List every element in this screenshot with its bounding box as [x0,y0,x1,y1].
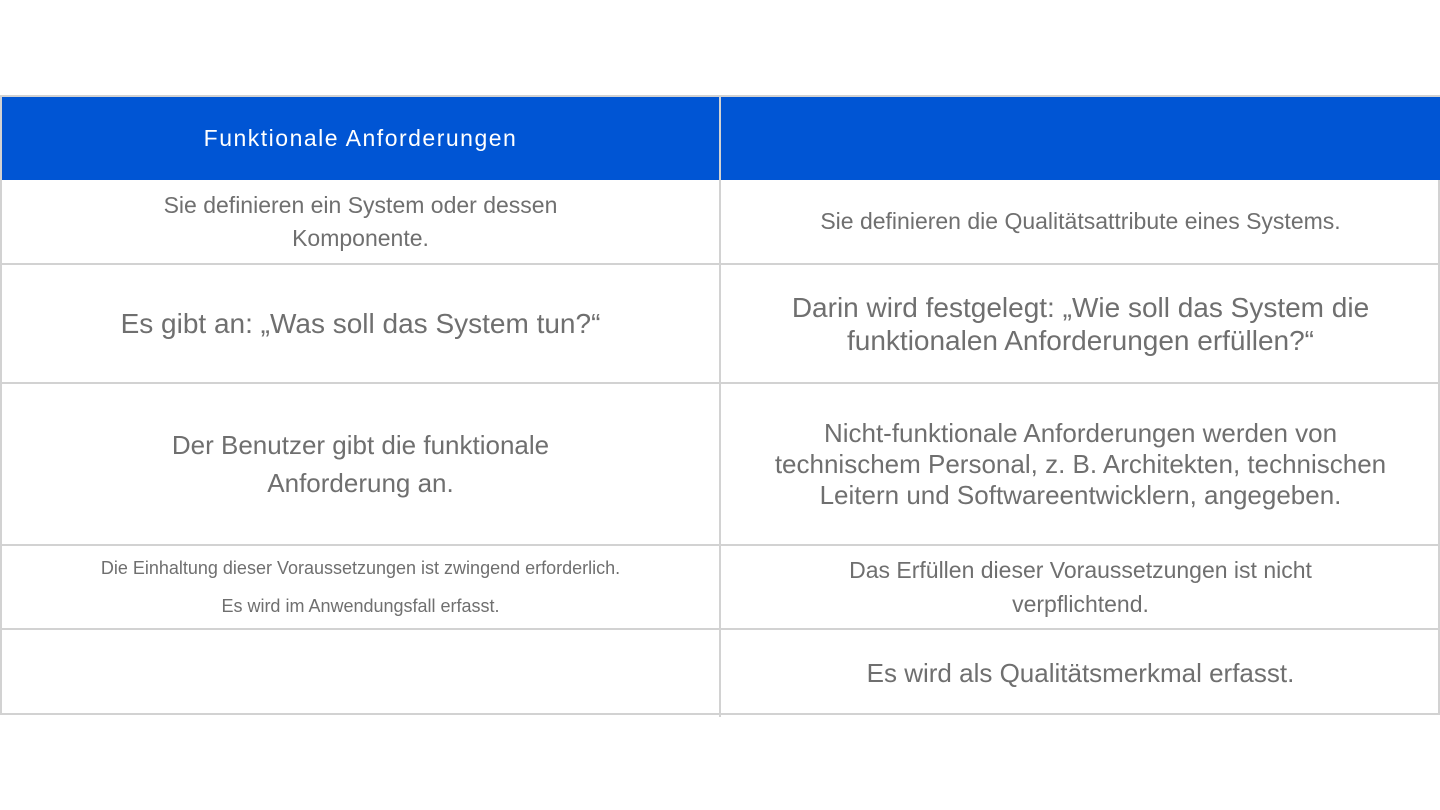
header-cell-nonfunctional [721,97,1440,180]
header-functional-label: Funktionale Anforderungen [203,125,518,151]
row2-left-cell [2,265,721,384]
row3-right-cell [721,384,1440,546]
row4-left-line1: Die Einhaltung dieser Voraussetzungen ist zwingend erforderlich. [100,558,621,578]
row4-left-line2: Es wird im Anwendungsfall erfasst. [221,596,500,616]
comparison-table [0,95,1440,715]
row3-left-text: Der Benutzer gibt die funktionale Anforderung an. [171,430,550,498]
row2-right-cell [721,265,1440,384]
row4-left-cell [2,546,721,630]
row1-right-cell [721,180,1440,265]
row5-left-cell [2,630,721,717]
row2-left-text: Es gibt an: „Was soll das System tun?“ [120,308,601,339]
row4-right-cell [721,546,1440,630]
row1-left-cell [2,180,721,265]
row5-right-cell [721,630,1440,717]
header-cell-functional [2,97,721,180]
row5-right-text: Es wird als Qualitätsmerkmal erfasst. [866,658,1295,688]
row2-right-text: Darin wird festgelegt: „Wie soll das System die funktionalen Anforderungen erfüllen?“ [791,291,1370,356]
row3-left-cell [2,384,721,546]
row3-right-text: Nicht-funktionale Anforderungen werden von technischem Personal, z. B. Architekten, technischen Leitern und Softwareentwicklern, angegeben. [774,417,1387,510]
row1-right-text: Sie definieren die Qualitätsattribute eines Systems. [820,208,1341,234]
row1-left-text: Sie definieren ein System oder dessen Komponente. [163,191,558,251]
row4-right-text: Das Erfüllen dieser Voraussetzungen ist nicht verpflichtend. [849,557,1312,617]
